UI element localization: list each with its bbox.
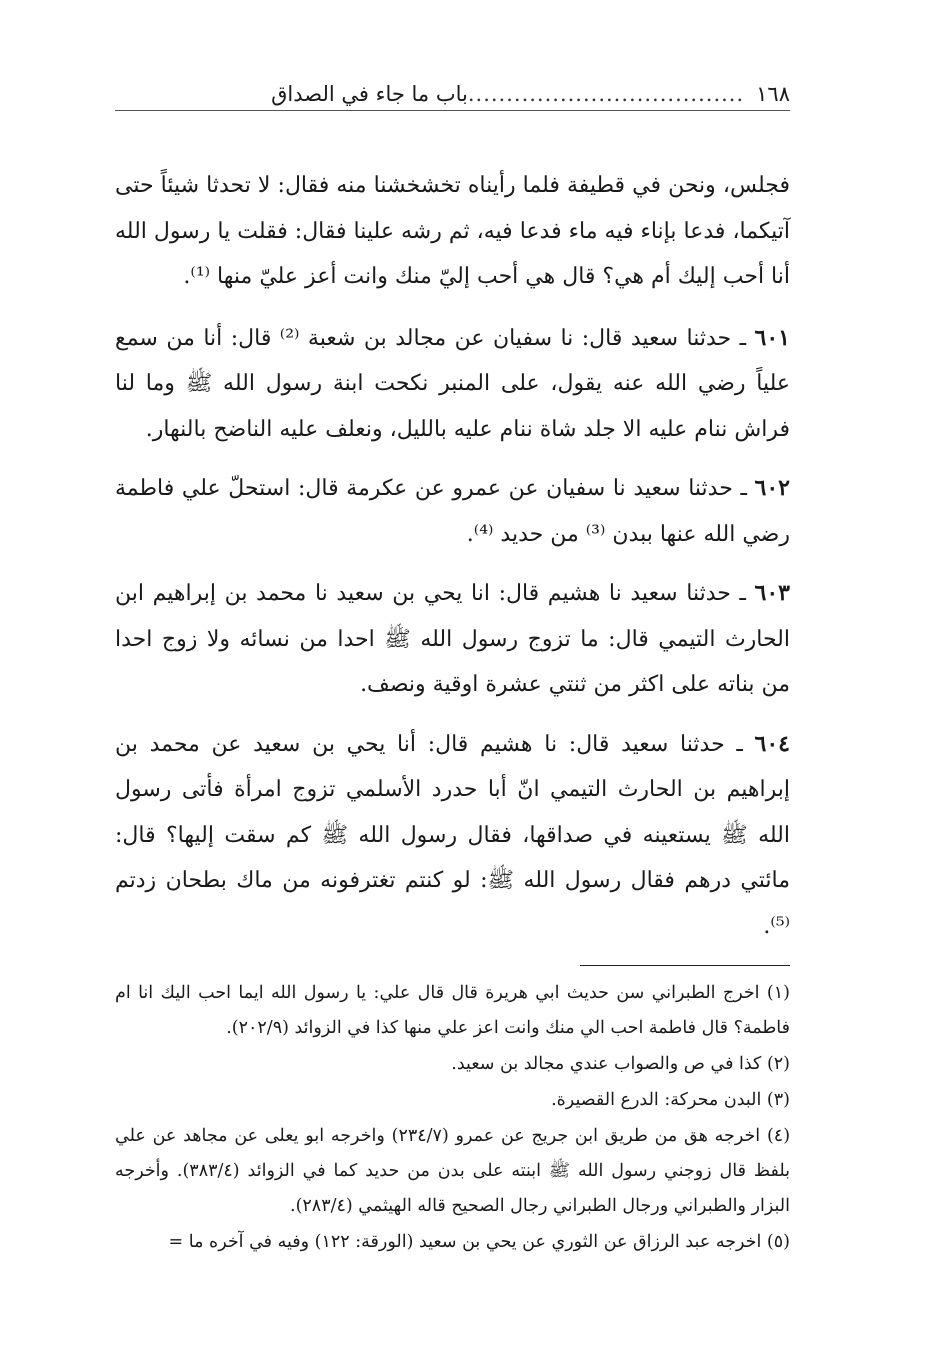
hadith-603 bbox=[115, 571, 790, 708]
paragraph-continuation bbox=[115, 163, 790, 300]
paragraph-text: ـ حدثنا سعيد نا سفيان عن عمرو عن عكرمة قال: استحلّ علي فاطمة رضي الله عنها ببدن ⁽³⁾ من حديد ⁽⁴⁾. bbox=[115, 476, 790, 547]
page-number: ١٦٨ bbox=[756, 82, 790, 106]
hadith-number: ٦٠٢ bbox=[754, 475, 790, 501]
book-page bbox=[115, 78, 790, 1348]
paragraph-text: ـ حدثنا سعيد نا هشيم قال: انا يحي بن سعيد نا محمد بن إبراهيم ابن الحارث التيمي قال: ما تزوج رسول الله ﷺ احدا من نسائه ولا زوج احدا من بناته على اكثر من ثنتي عشرة اوقية ونصف. bbox=[115, 581, 790, 697]
chapter-title: باب ما جاء في الصداق bbox=[271, 82, 468, 106]
running-header bbox=[115, 78, 790, 111]
paragraph-text: ـ حدثنا سعيد قال: نا سفيان عن مجالد بن شعبة ⁽²⁾ قال: أنا من سمع علياً رضي الله عنه يقول، على المنبر نكحت ابنة رسول الله ﷺ وما لنا فراش ننام عليه الا جلد شاة ننام عليه بالليل، ونعلف عليه الناضح بالنهار. bbox=[115, 325, 790, 442]
hadith-number: ٦٠٤ bbox=[754, 730, 790, 757]
paragraph-text: ـ حدثنا سعيد قال: نا هشيم قال: أنا يحي بن سعيد عن محمد بن إبراهيم بن الحارث التيمي انّ أبا حدرد الأسلمي تزوج امرأة فأتى رسول الله ﷺ يستعينه في صداقها، فقال رسول الله ﷺ كم سقت إليها؟ قال: مائتي درهم فقال رسول الله ﷺ: لو كنتم تغترفونه من ماك بطحان زدتم ⁽⁵⁾. bbox=[115, 731, 790, 939]
main-text bbox=[115, 163, 790, 949]
hadith-number: ٦٠٣ bbox=[754, 580, 790, 606]
paragraph-text: فجلس، ونحن في قطيفة فلما رأيناه تخشخشنا منه فقال: لا تحدثا شيئاً حتى آتيكما، فدعا بإناء فيه ماء فدعا فيه، ثم رشه علينا فقال: فقلت يا رسول الله أنا أحب إليك أم هي؟ قال هي أحب إليّ منك وانت أعز عليّ منها ⁽¹⁾. bbox=[115, 173, 790, 289]
hadith-number: ٦٠١ bbox=[754, 324, 790, 351]
footnote-4: (٤) اخرجه هق من طريق ابن جريج عن عمرو (٢٣٤/٧) واخرجه ابو يعلى عن مجاهد عن علي بلفظ قال زوجني رسول الله ﷺ ابنته على بدن من حديد كما في الزوائد (٣٨٣/٤). وأخرجه البزار والطبراني ورجال الطبراني رجال الصحيح قاله الهيثمي (٢٨٣/٤). bbox=[115, 1126, 791, 1216]
footnotes bbox=[115, 976, 790, 1260]
footnote-divider bbox=[580, 965, 790, 966]
hadith-604 bbox=[115, 722, 790, 950]
footnote-2: (٢) كذا في ص والصواب عندي مجالد بن سعيد. bbox=[451, 1054, 790, 1074]
hadith-601 bbox=[115, 316, 790, 453]
header-leader-dots: .................................... bbox=[467, 82, 745, 106]
footnote-5: (٥) اخرجه عبد الرزاق عن الثوري عن يحي بن سعيد (الورقة: ١٢٢) وفيه في آخره ما = bbox=[168, 1232, 790, 1252]
hadith-602 bbox=[115, 466, 790, 557]
footnote-3: (٣) البدن محركة: الدرع القصيرة. bbox=[551, 1090, 790, 1110]
footnote-1: (١) اخرج الطبراني سن حديث ابي هريرة قال قال علي: يا رسول الله ايما احب اليك انا ام فاطمة؟ قال فاطمة احب الي منك وانت اعز علي منها كذا في الزوائد (٢٠٢/٩). bbox=[115, 983, 790, 1038]
